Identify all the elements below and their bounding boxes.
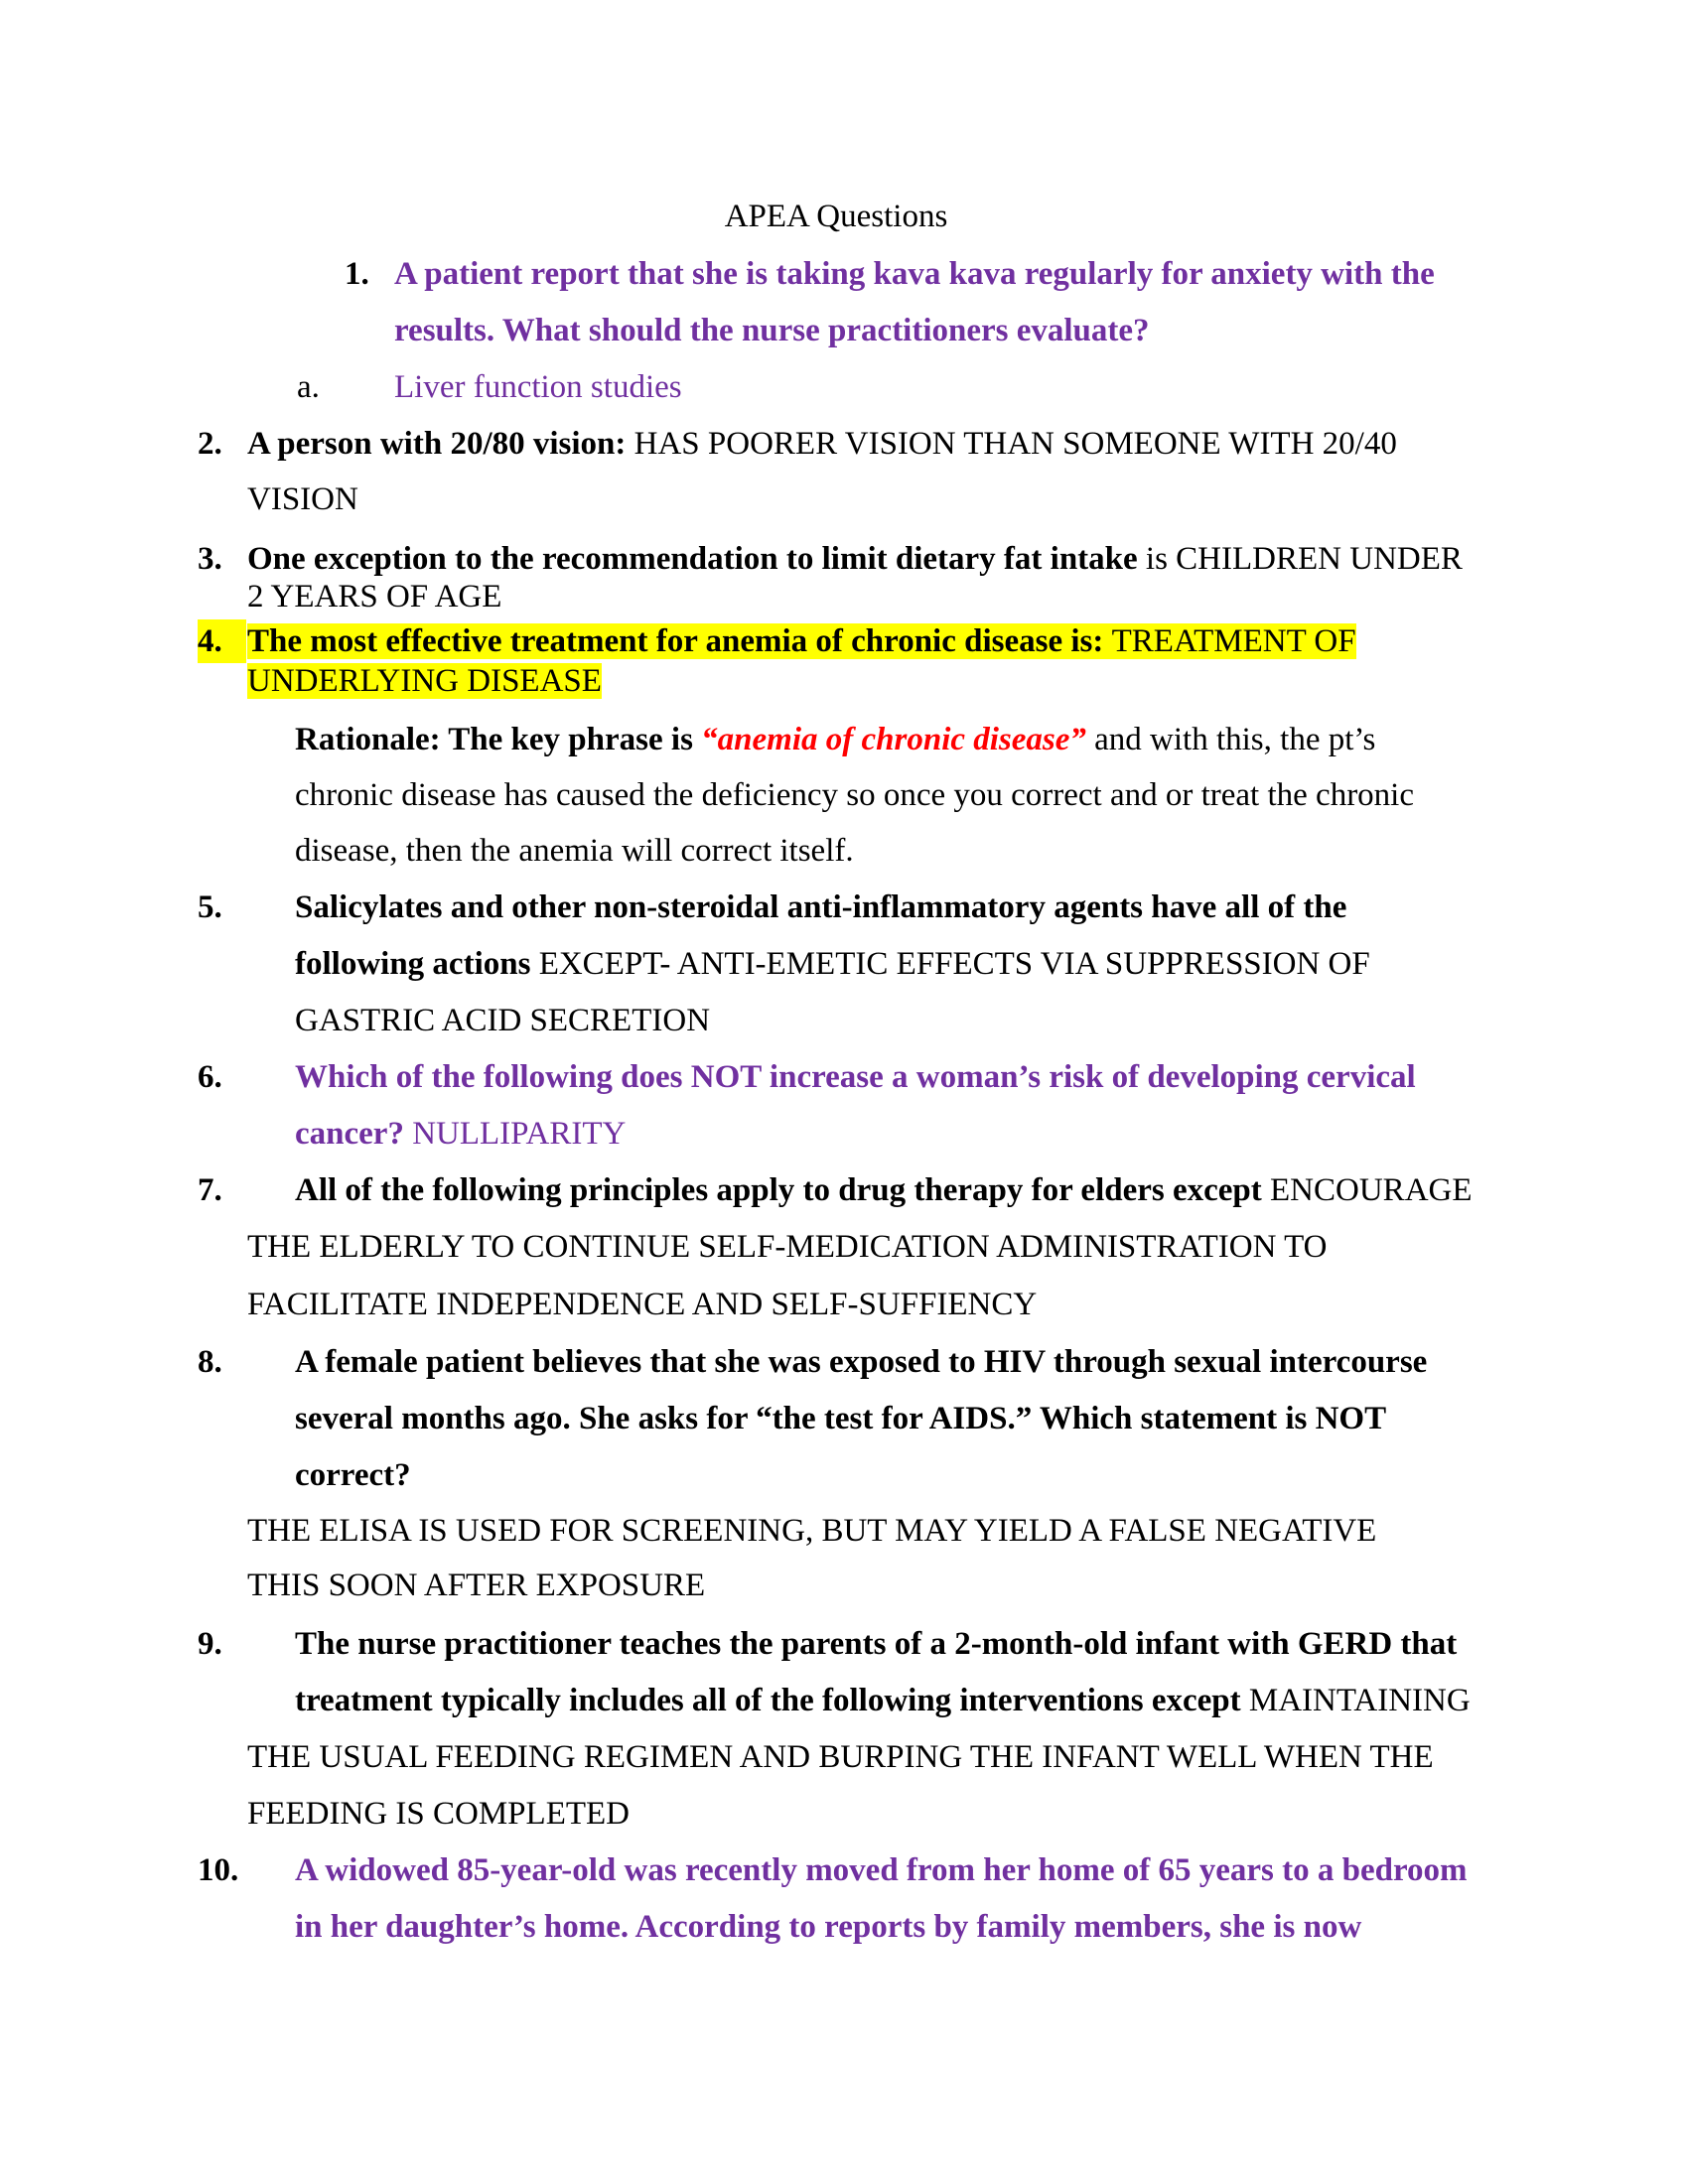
item-number: 3. xyxy=(198,541,222,577)
item-number: 4. xyxy=(198,619,246,663)
text-segment: Liver function studies xyxy=(394,369,682,405)
question-line xyxy=(247,575,501,618)
question-line xyxy=(247,1283,1037,1326)
text-segment: TREATMENT OF xyxy=(1111,623,1356,659)
question-line xyxy=(295,1340,1427,1384)
text-segment: FEEDING IS COMPLETED xyxy=(247,1796,630,1832)
text-segment: and with this, the pt’s xyxy=(1085,722,1376,757)
text-segment: FACILITATE INDEPENDENCE AND SELF-SUFFIENCY xyxy=(247,1287,1038,1322)
text-segment: results. What should the nurse practitioners evaluate? xyxy=(394,313,1150,348)
text-segment: MAINTAINING xyxy=(1240,1683,1471,1718)
text-segment: THE ELDERLY TO CONTINUE SELF-MEDICATION ADMINISTRATION TO xyxy=(247,1229,1328,1265)
text-segment: UNDERLYING DISEASE xyxy=(247,663,602,699)
question-line xyxy=(295,1679,1471,1722)
question-line xyxy=(394,252,1435,296)
text-segment: chronic disease has caused the deficiency so once you correct and or treat the chronic xyxy=(295,777,1414,813)
rationale-line xyxy=(295,773,1414,817)
text-segment: All of the following principles apply to drug therapy for elders except xyxy=(295,1172,1262,1208)
text-segment: HAS POORER VISION THAN SOMEONE WITH 20/40 xyxy=(633,426,1397,462)
text-segment: THIS SOON AFTER EXPOSURE xyxy=(247,1568,706,1603)
text-segment: Salicylates and other non-steroidal anti-inflammatory agents have all of the xyxy=(295,889,1347,925)
question-line xyxy=(295,1905,1361,1949)
text-segment: correct? xyxy=(295,1457,411,1493)
text-segment: GASTRIC ACID SECRETION xyxy=(295,1003,711,1038)
question-line xyxy=(247,1564,705,1607)
text-segment: EXCEPT- ANTI-EMETIC EFFECTS VIA SUPPRESSION OF xyxy=(530,946,1370,982)
text-segment: cancer? xyxy=(295,1116,413,1152)
text-segment: The most effective treatment for anemia of chronic disease is: xyxy=(247,623,1112,659)
text-segment: treatment typically includes all of the following interventions except xyxy=(295,1683,1241,1718)
text-segment: A person with 20/80 vision: xyxy=(247,426,634,462)
question-line xyxy=(295,886,1346,929)
text-segment: 2 YEARS OF AGE xyxy=(247,579,502,614)
question-line xyxy=(295,1055,1416,1099)
item-number: 5. xyxy=(198,889,222,925)
question-line xyxy=(295,1168,1473,1212)
text-segment: “anemia of chronic disease” xyxy=(701,722,1086,757)
text-segment: THE USUAL FEEDING REGIMEN AND BURPING THE INFANT WELL WHEN THE xyxy=(247,1739,1434,1775)
question-line xyxy=(394,365,682,409)
text-segment: Rationale: The key phrase is xyxy=(295,722,702,757)
text-segment: ENCOURAGE xyxy=(1261,1172,1473,1208)
rationale-line xyxy=(295,718,1375,761)
question-line xyxy=(247,619,1356,663)
question-line xyxy=(247,1509,1376,1553)
text-segment: A female patient believes that she was exposed to HIV through sexual intercourse xyxy=(295,1344,1428,1380)
text-segment: NULLIPARITY xyxy=(412,1116,627,1152)
text-segment: Which of the following does NOT increase a woman’s risk of developing cervical xyxy=(295,1059,1416,1095)
text-segment: following actions xyxy=(295,946,531,982)
item-number: 2. xyxy=(198,426,222,462)
question-line xyxy=(247,1735,1434,1779)
question-line xyxy=(247,659,602,703)
item-number: 1. xyxy=(345,256,369,292)
document-title: APEA Questions xyxy=(724,199,948,234)
text-segment: disease, then the anemia will correct itself. xyxy=(295,833,854,869)
question-line xyxy=(295,1397,1386,1440)
question-line xyxy=(247,1792,630,1836)
text-segment: THE ELISA IS USED FOR SCREENING, BUT MAY YIELD A FALSE NEGATIVE xyxy=(247,1513,1377,1549)
question-line xyxy=(247,422,1397,466)
question-line xyxy=(247,1225,1328,1269)
question-line xyxy=(394,309,1150,352)
question-line xyxy=(247,478,358,521)
question-line xyxy=(295,1848,1468,1892)
item-number: 7. xyxy=(198,1172,222,1208)
text-segment: is CHILDREN UNDER xyxy=(1137,541,1463,577)
question-line xyxy=(295,942,1370,986)
question-line xyxy=(295,1453,411,1497)
question-line xyxy=(295,1622,1457,1666)
item-number: a. xyxy=(297,369,320,405)
text-segment: A widowed 85-year-old was recently moved from her home of 65 years to a bedroom xyxy=(295,1852,1468,1888)
item-number: 6. xyxy=(198,1059,222,1095)
text-segment: A patient report that she is taking kava kava regularly for anxiety with the xyxy=(394,256,1435,292)
item-number: 10. xyxy=(198,1852,239,1888)
text-segment: VISION xyxy=(247,481,358,517)
item-number: 8. xyxy=(198,1344,222,1380)
text-segment: One exception to the recommendation to limit dietary fat intake xyxy=(247,541,1138,577)
text-segment: The nurse practitioner teaches the parents of a 2-month-old infant with GERD that xyxy=(295,1626,1458,1662)
text-segment: in her daughter’s home. According to reports by family members, she is now xyxy=(295,1909,1362,1945)
text-segment: several months ago. She asks for “the test for AIDS.” Which statement is NOT xyxy=(295,1401,1387,1436)
rationale-line xyxy=(295,829,854,873)
question-line xyxy=(295,1112,626,1156)
question-line xyxy=(295,999,710,1042)
item-number: 9. xyxy=(198,1626,222,1662)
